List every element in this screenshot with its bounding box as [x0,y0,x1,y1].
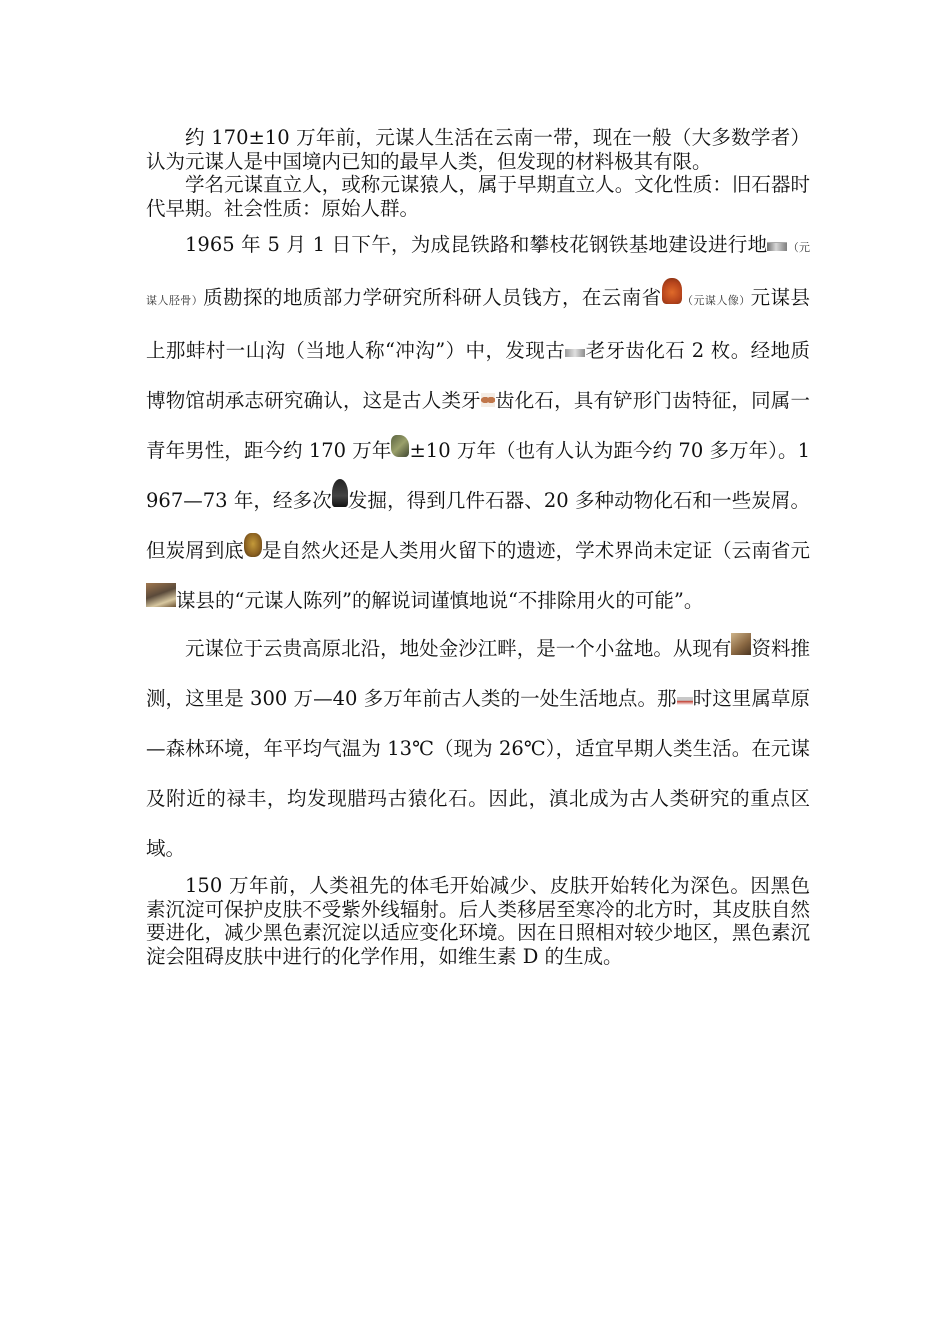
text-segment: 1965 年 5 月 1 日下午，为成昆铁路和攀枝花钢铁基地建设进行地 [185,233,768,256]
paragraph-geography [146,624,810,874]
cave-figure-photo-icon [731,633,751,655]
text-segment: 时这里属草原—森林环境，年平均气温为 13℃（现为 26℃），适宜早期人类生活。在元谋及附近的禄丰，均发现腊玛古猿化石。因此，滇北成为古人类研究的重点区域。 [146,687,810,860]
paragraph-discovery [146,220,810,626]
paragraph-skin-evolution [146,874,810,968]
paragraph-text: 学名元谋直立人，或称元谋猿人，属于早期直立人。文化性质：旧石器时代早期。社会性质：原始人群。 [146,173,810,220]
tibia-photo-icon [767,242,787,251]
text-segment: 元谋位于云贵高原北沿，地处金沙江畔，是一个小盆地。从现有 [185,637,732,660]
tooth-fossil-photo-icon [481,393,495,407]
statue-caption: （元谋人像） [681,294,751,307]
fossil-strip-photo-icon [565,349,585,357]
paragraph-intro [146,126,810,173]
text-segment: 发掘，得到几件石器、20 多种动物化石和一些炭屑。但炭屑到底 [146,489,811,562]
diorama-photo-icon [146,583,176,607]
article-body [146,126,810,968]
skull-photo-icon [244,533,262,557]
text-segment: 资料推测，这里是 300 万—40 多万年前古人类的一处生活地点。那 [146,637,810,710]
paragraph-text: 150 万年前，人类祖先的体毛开始减少、皮肤开始转化为深色。因黑色素沉淀可保护皮肤不受紫外线辐射。后人类移居至寒冷的北方时，其皮肤自然要进化，减少黑色素沉淀以适应变化环境。因在日照相对较少地区，黑色素沉淀会阻碍皮肤中进行的化学作用，如维生素 D 的生成。 [146,874,810,968]
text-segment: 齿化石，具有铲形门齿特征，同属一青年男性，距今约 170 万年 [146,389,810,462]
paragraph-classification [146,173,810,220]
paragraph-text: 约 170±10 万年前，元谋人生活在云南一带，现在一般（大多数学者）认为元谋人是中国境内已知的最早人类，但发现的材料极其有限。 [146,126,810,173]
stone-tool-photo-icon [391,435,409,457]
text-segment: 谋县的“元谋人陈列”的解说词谨慎地说“不排除用火的可能”。 [176,589,704,612]
text-segment: 元谋县上那蚌村一山沟（当地人称“冲沟”）中，发现古 [146,286,811,362]
dark-bust-photo-icon [332,479,348,507]
yuanmou-man-statue-icon [662,278,682,304]
text-segment: 质勘探的地质部力学研究所科研人员钱方，在云南省 [203,286,662,309]
text-segment: 老牙齿化石 2 枚。经地质博物馆胡承志研究确认，这是古人类牙 [146,339,810,412]
fossil-photo-icon [677,697,693,705]
text-segment: ±10 万年（也有人认为距今约 70 多万年）。1967—73 年，经多次 [146,439,810,512]
tibia-caption: （元谋人胫骨） [146,241,811,307]
text-segment: 是自然火还是人类用火留下的遗迹，学术界尚未定证（云南省元 [261,539,810,562]
